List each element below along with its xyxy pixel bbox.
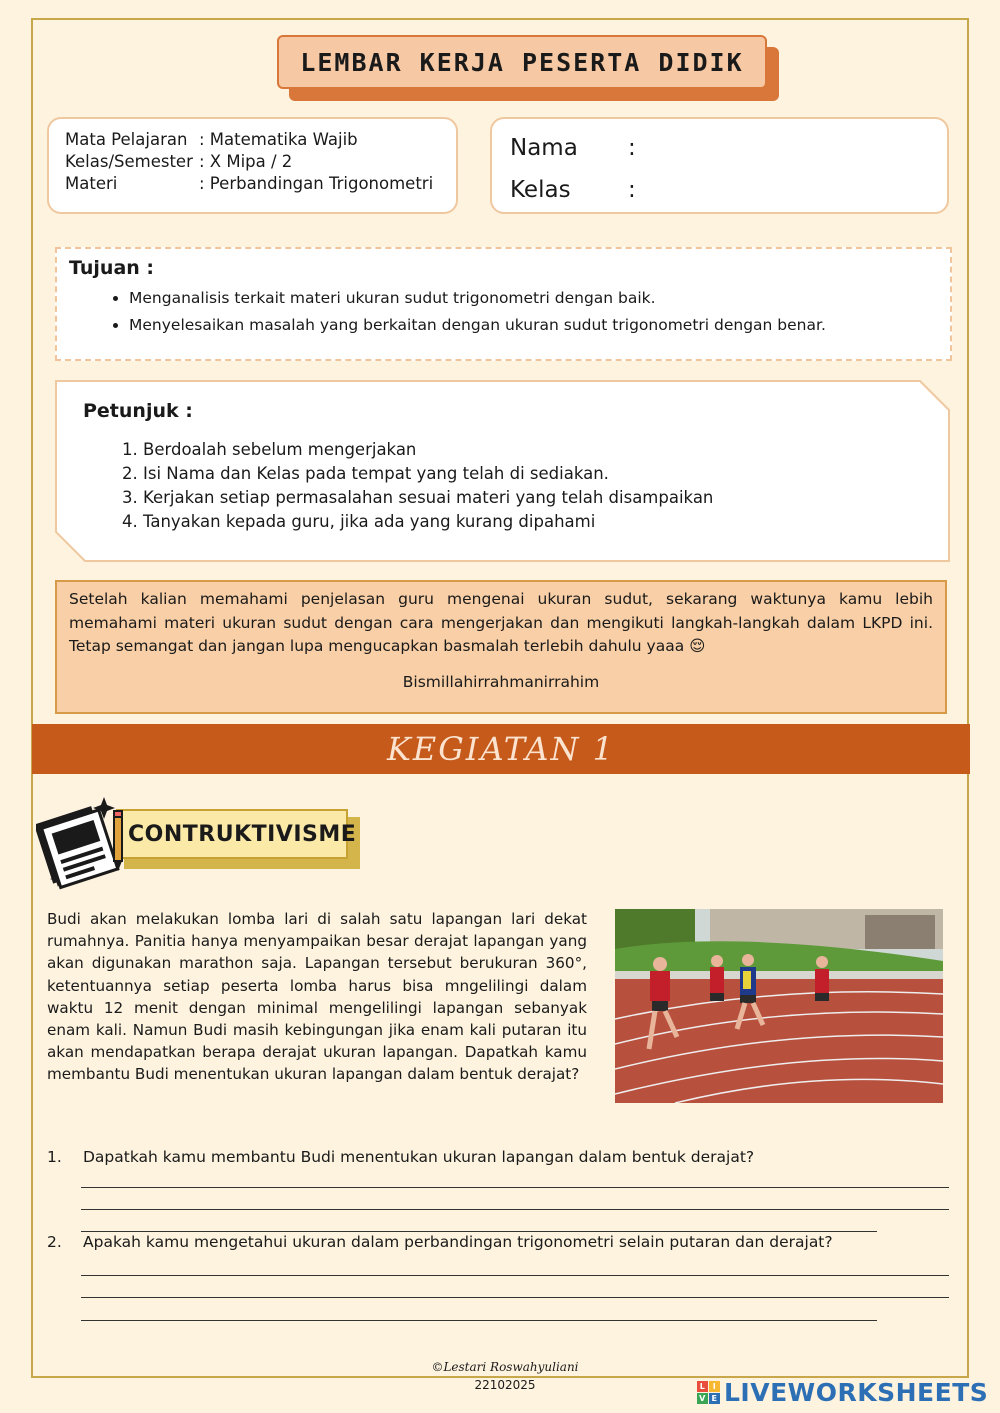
petunjuk-item: 3. Kerjakan setiap permasalahan sesuai materi yang telah disampaikan: [143, 486, 923, 510]
class-label: Kelas: [510, 177, 571, 203]
question-number: 2.: [47, 1233, 62, 1251]
question-item: [47, 1233, 952, 1251]
section-header: [36, 793, 366, 893]
question-number: 1.: [47, 1148, 62, 1166]
footer: [380, 1358, 630, 1394]
name-field[interactable]: [510, 127, 929, 169]
tujuan-item: • Menganalisis terkait materi ukuran sudut trigonometri dengan baik.: [129, 285, 938, 312]
author-signature: ©Lestari Roswahyuliani: [431, 1360, 579, 1374]
answer-line[interactable]: [81, 1320, 877, 1321]
info-value: : Perbandingan Trigonometri: [199, 174, 434, 193]
liveworksheets-logo-icon: L I V E: [697, 1381, 720, 1404]
petunjuk-item: 4. Tanyakan kepada guru, jika ada yang kurang dipahami: [143, 510, 923, 534]
petunjuk-item: 2. Isi Nama dan Kelas pada tempat yang telah di sediakan.: [143, 462, 923, 486]
footer-id: 22102025: [474, 1378, 536, 1392]
name-colon: :: [628, 135, 636, 161]
class-field[interactable]: [510, 169, 929, 211]
class-colon: :: [628, 177, 636, 203]
running-track-photo: [615, 909, 943, 1103]
info-label: Materi: [65, 174, 118, 193]
subject-info-card: [47, 117, 458, 214]
tujuan-item: • Menyelesaikan masalah yang berkaitan dengan ukuran sudut trigonometri dengan benar.: [129, 312, 938, 339]
title-banner: [277, 35, 769, 91]
info-value: : X Mipa / 2: [199, 152, 293, 171]
intro-closing: Bismillahirrahmanirrahim: [402, 672, 600, 691]
page-title: LEMBAR KERJA PESERTA DIDIK: [277, 35, 767, 89]
question-list: [47, 1148, 952, 1251]
watermark-text: LIVEWORKSHEETS: [724, 1378, 989, 1407]
notebook-icon: [36, 793, 136, 893]
answer-line[interactable]: [81, 1297, 949, 1298]
info-label: Mata Pelajaran: [65, 130, 188, 149]
intro-text: Setelah kalian memahami penjelasan guru mengenai ukuran sudut, sekarang waktunya kamu lebih memahami materi ukuran sudut dengan cara mengerjakan dan mengikuti langkah-langkah dalam LKPD ini. Tetap semangat dan jangan lupa mengucapkan basmalah terlebih dahulu yaaa 😌: [69, 590, 933, 655]
intro-box: [55, 580, 947, 714]
name-label: Nama: [510, 135, 578, 161]
story-text: Budi akan melakukan lomba lari di salah satu lapangan lari dekat rumahnya. Panitia hanya menyampaikan besar derajat lapangan yang akan digunakan marathon saja. Lapangan tersebut berukuran 360°, ketentuannya setiap peserta lomba harus bisa mngelilingi dalam waktu 12 menit dengan minimal mengelilingi lapangan sebanyak enam kali. Namun Budi masih kebingungan jika enam kali putaran itu akan mendapatkan berapa derajat ukuran lapangan. Dapatkah kamu membantu Budi menentukan ukuran lapangan dalam bentuk derajat?: [47, 910, 587, 1084]
answer-line[interactable]: [81, 1231, 877, 1232]
section-title: CONTRUKTIVISME: [128, 821, 357, 847]
petunjuk-box: [55, 380, 950, 562]
tujuan-heading: Tujuan :: [69, 257, 154, 279]
kegiatan-banner: [32, 724, 970, 774]
kegiatan-title: KEGIATAN 1: [386, 730, 616, 768]
petunjuk-item: 1. Berdoalah sebelum mengerjakan: [143, 438, 923, 462]
answer-line[interactable]: [81, 1209, 949, 1210]
question-text: Apakah kamu mengetahui ukuran dalam perbandingan trigonometri selain putaran dan derajat?: [83, 1233, 833, 1251]
question-item: [47, 1148, 952, 1166]
petunjuk-heading: Petunjuk :: [83, 400, 193, 422]
answer-line[interactable]: [81, 1187, 949, 1188]
liveworksheets-watermark: [697, 1378, 988, 1407]
info-label: Kelas/Semester: [65, 152, 193, 171]
tujuan-box: [55, 247, 952, 361]
question-text: Dapatkah kamu membantu Budi menentukan ukuran lapangan dalam bentuk derajat?: [83, 1148, 755, 1166]
student-identity-card: [490, 117, 949, 214]
info-value: : Matematika Wajib: [199, 130, 358, 149]
answer-line[interactable]: [81, 1275, 949, 1276]
